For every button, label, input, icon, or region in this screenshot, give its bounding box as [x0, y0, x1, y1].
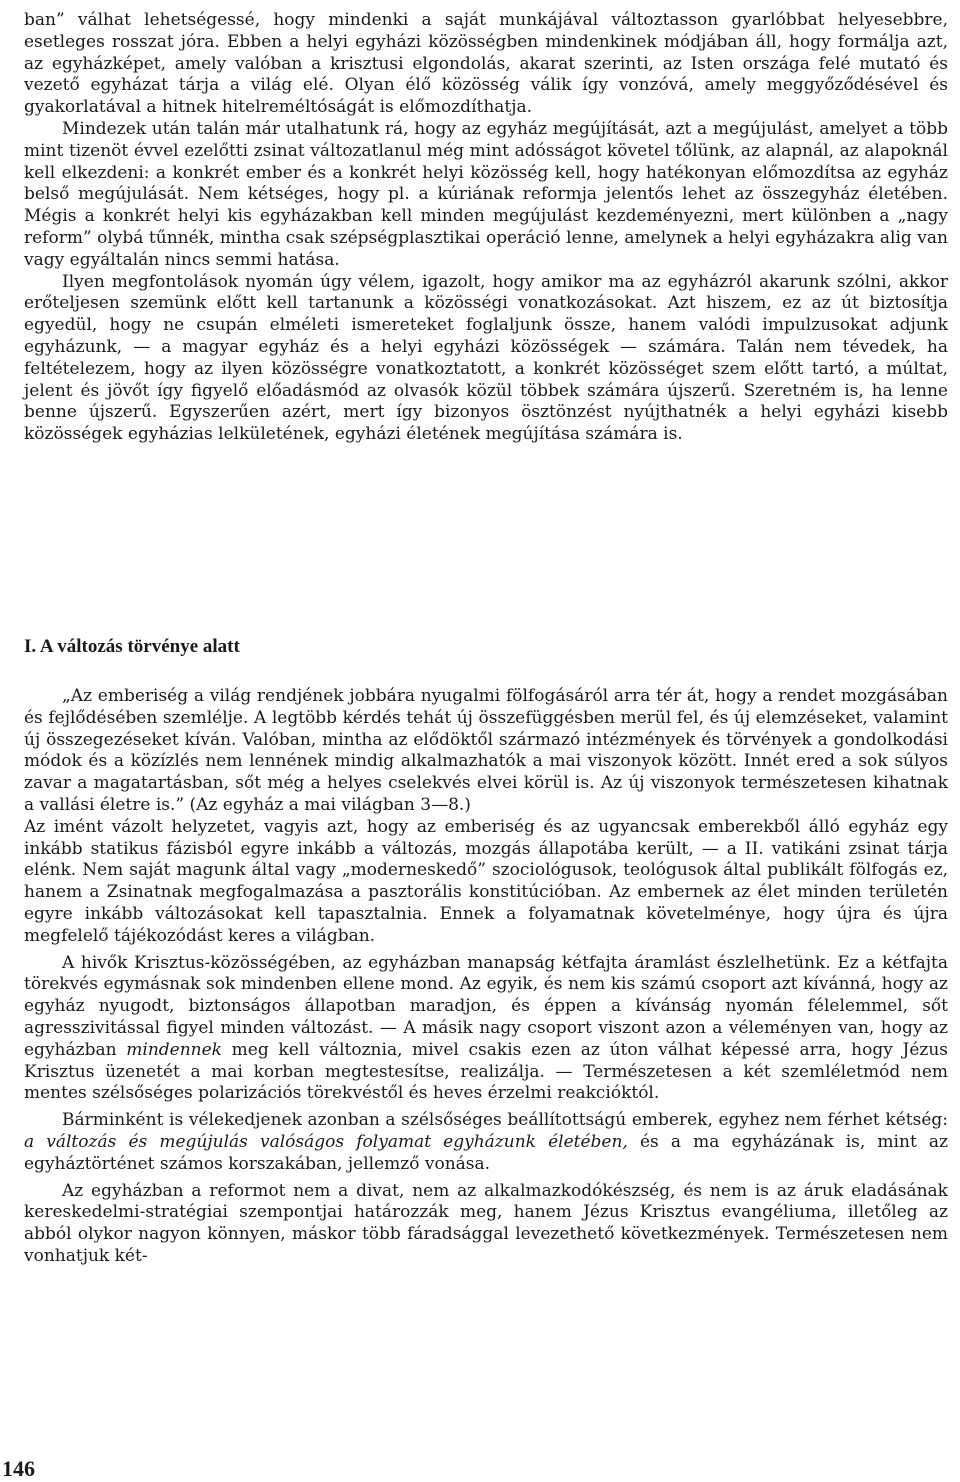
section-body	[24, 686, 948, 1268]
paragraph-text: Bárminként is vélekedjenek azonban a szélsőséges beállítottságú emberek, egyhez nem férhet kétség:	[62, 1110, 948, 1131]
paragraph: Az imént vázolt helyzetet, vagyis azt, hogy az emberiség és az ugyancsak emberekből álló egyház egy inkább statikus fázisból egyre inkább a változás, mozgás állapotába került, — a II. vatikáni zsinat tárja elénk. Nem saját magunk által vagy „moderneskedő” szociológusok, teológusok által publikált fölfogás ez, hanem a Zsinatnak megfogalmazása a pasztorális konstitúcióban. Az embernek az élet minden területén egyre inkább változásokat kell tapasztalnia. Ennek a folyamatnak követelménye, hogy újra és újra megfelelő tájékozódást keres a világban.	[24, 816, 948, 946]
paragraph: Ilyen megfontolások nyomán úgy vélem, igazolt, hogy amikor ma az egyházról akarunk szólni, akkor erőteljesen szemünk előtt kell tartanunk a közösségi vonatkozásokat. Azt hiszem, ez az út biztosítja egyedül, hogy ne csupán elméleti ismereteket foglaljunk össze, hanem valódi impulzusokat adjunk egyházunk, — a magyar egyház és a helyi egyházi közösségek — számára. Talán nem tévedek, ha feltételezem, hogy az ilyen közösségre vonatkoztatott, a konkrét közösséget szem előtt tartó, a múltat, jelent és jövőt így figyelő előadásmód az olvasók közül többek számára újszerű. Szeretném is, ha lenne benne újszerű. Egyszerűen azért, mert így bizonyos ösztönzést nyújthatnék a helyi egyházi kisebb közösségek egyházias lelkületének, egyházi életének megújítása számára is.	[24, 271, 948, 445]
emphasis: a változás és megújulás valóságos folyamat egyházunk életében,	[24, 1131, 628, 1152]
paragraph-text: meg kell változnia, mivel csakis ezen az úton válhat képessé arra, hogy Jézus Krisztus üzenetét a mai korban megtestesítse, realizálja. — Természetesen a két szemléletmód nem mentes szélsőséges polarizációs törekvéstől és heves érzelmi reakcióktól.	[24, 1039, 949, 1104]
quote-paragraph: „Az emberiség a világ rendjének jobbára nyugalmi fölfogásáról arra tér át, hogy a rendet mozgásában és fejlődésében szemlélje. A legtöbb kérdés tehát új összefüggésben merül fel, és új elemzéseket, valamint új összegezéseket kíván. Valóban, mintha az elődöktől származó intézmények és törvények a gondolkodási módok és a közízlés nem lennének mindig alkalmazhatók a mai viszonyok között. Innét ered a sok súlyos zavar a magatartásban, sőt még a helyes cselekvés elvei körül is. Az új viszonyok természetesen kihatnak a vallási életre is.” (Az egyház a mai világban 3—8.)	[24, 686, 948, 815]
paragraph: Az egyházban a reformot nem a divat, nem az alkalmazkodókészség, és nem is az áruk eladásának kereskedelmi-stratégiai szempontjai határozzák meg, hanem Jézus Krisztus evangéliuma, illetőleg az abból olykor nagyon könnyen, máskor több fáradsággal levezethető következmények. Természetesen nem vonhatjuk két-	[24, 1180, 948, 1266]
paragraph: ban” válhat lehetségessé, hogy mindenki a saját munkájával változtasson gyarlóbbat helyesebbre, esetleges rosszat jóra. Ebben a helyi egyházi közösségben mindenkinek módjában áll, hogy formálja azt, az egyházképet, amely valóban a krisztusi elgondolás, akarat szerinti, az Isten országa felé mutató és vezető egyházat tárja a világ elé. Olyan élő közösség válik így vonzóvá, amely meggyőződésével és gyakorlatával a hitnek hitelreméltóságát is előmozdíthatja.	[24, 10, 948, 118]
paragraph	[24, 953, 948, 1106]
paragraph: Mindezek után talán már utalhatunk rá, hogy az egyház megújítását, azt a megújulást, amelyet a több mint tizenöt évvel ezelőtti zsinat változatlanul még mint adósságot követel tőlünk, az alapnál, az alapoknál kell elkezdeni: a konkrét ember és a konkrét helyi közösség kell, hogy hatékonyan előmozdítsa az egyház belső megújulását. Nem kétséges, hogy pl. a kúriának reformja jelentős lehet az összegyház életében. Mégis a konkrét helyi kis egyházakban kell minden megújulást kezdeményezni, mert különben a „nagy reform” olybá tűnnék, mintha csak szépségplasztikai operáció lenne, amelynek a helyi egyházakra alig van vagy egyáltalán nincs semmi hatása.	[24, 118, 948, 270]
paragraph-text: A hivők Krisztus-közösségében, az egyházban manapság kétfajta áramlást észlelhetünk. Ez a kétfajta törekvés egymásnak sok mindenben ellene mond. Az egyik, és nem kis számú csoport azt kívánná, hogy az egyház nyugodt, biztonságos állapotban maradjon, és éppen a kívánság nyomán félelemmel, sőt agresszivitással figyel minden változást. — A másik nagy csoport viszont azon a véleményen van, hogy az egyházban	[24, 952, 948, 1060]
page-number: 146	[2, 1456, 35, 1481]
paragraph	[24, 1110, 948, 1175]
paragraph-text: és a ma egyházának is, mint az egyháztörténet számos korszakában, jellemző vonása.	[24, 1131, 948, 1174]
emphasis: mindennek	[126, 1039, 222, 1060]
page-top-text	[24, 10, 948, 446]
section-heading: I. A változás törvénye alatt	[24, 636, 240, 657]
